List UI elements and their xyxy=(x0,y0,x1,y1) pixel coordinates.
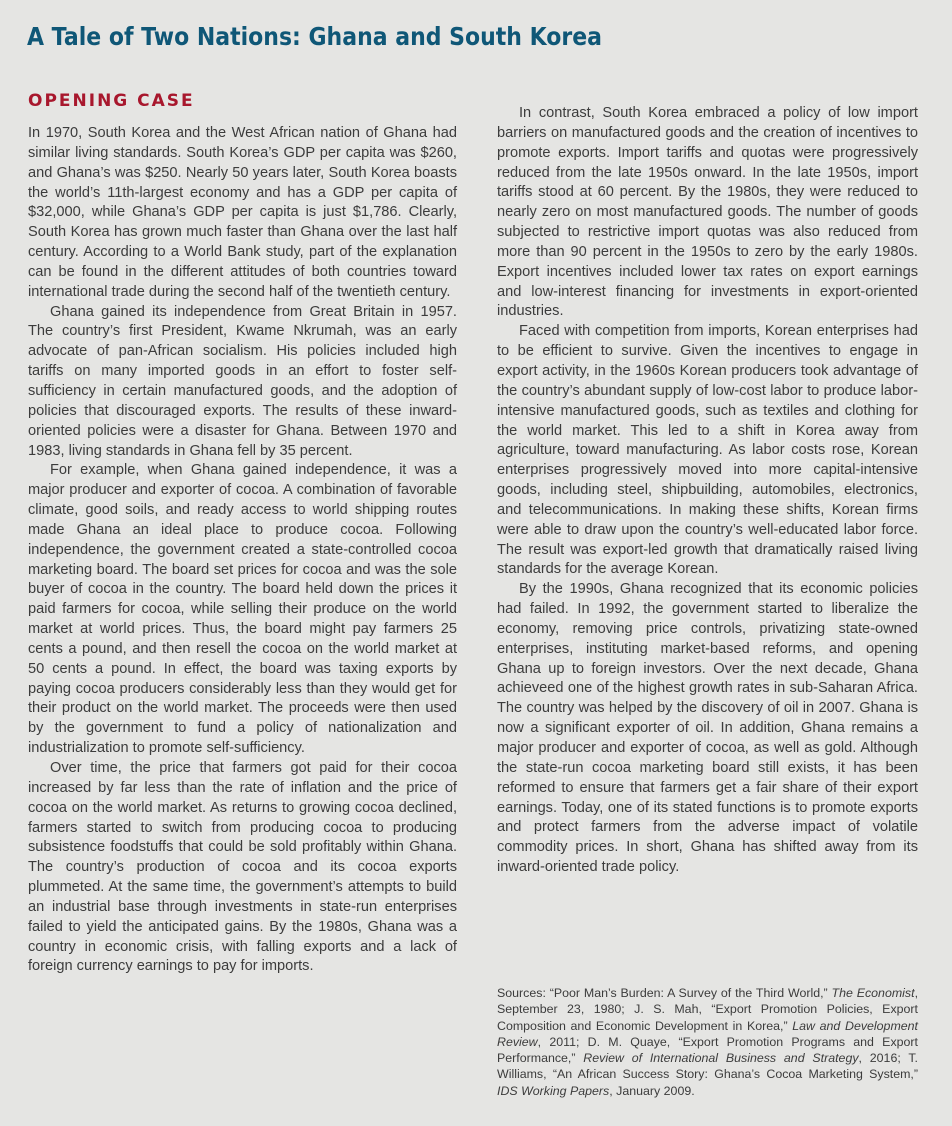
paragraph-korea-growth: Faced with competition from imports, Korean enterprises had to be efficient to survive. Given the incentives to engage in export activity, in the 1960s Korean producers took advantage of the country’s abundant supply of low-cost labor to produce labor-intensive manufactured goods, such as textiles and clothing for the world market. This led to a shift in Korea away from agriculture, toward manufacturing. As labor costs rose, Korean enterprises progressively moved into more capital-intensive goods, including steel, shipbuilding, automobiles, electronics, and telecommunications. In making these shifts, Korean firms were able to draw upon the country’s well-educated labor force. The result was export-led growth that dramatically raised living standards for the average Korean. xyxy=(497,323,918,578)
paragraph-ghana-independence: Ghana gained its independence from Great Britain in 1957. The country’s first President, Kwame Nkrumah, was an early advocate of pan-African socialism. His policies included high tariffs on many imported goods in an effort to foster self-sufficiency in certain manufactured goods, and the adoption of policies that discouraged exports. The results of these inward-oriented policies were a disaster for Ghana. Between 1970 and 1983, living standards in Ghana fell by 35 percent. xyxy=(28,303,457,459)
source-publication: Review of International Business and Strategy xyxy=(583,1051,859,1066)
section-label: OPENING CASE xyxy=(28,91,195,111)
source-text: , January 2009. xyxy=(609,1083,695,1098)
paragraph-cocoa-decline: Over time, the price that farmers got paid for their cocoa increased by far less than the rate of inflation and the price of cocoa on the world market. As returns to growing cocoa declined, farmers started to switch from producing cocoa to producing subsistence foodstuffs that could be sold profitably within Ghana. The country’s production of cocoa and its cocoa exports plummeted. At the same time, the government’s attempts to build an industrial base through investments in state-run enterprises failed to yield the anticipated gains. By the 1980s, Ghana was a country in economic crisis, with falling exports and a lack of foreign currency earnings to pay for imports. xyxy=(28,760,457,975)
right-column xyxy=(497,104,918,878)
paragraph-cocoa-board: For example, when Ghana gained independence, it was a major producer and exporter of cocoa. A combination of favorable climate, good soils, and ready access to world shipping routes made Ghana an ideal place to produce cocoa. Following independence, the government created a state-controlled cocoa marketing board. The board set prices for cocoa and was the sole buyer of cocoa in the country. The board held down the prices it paid farmers for cocoa, while selling their produce on the world market at world prices. Thus, the board might pay farmers 25 cents a pound, and then resell the cocoa on the world market at 50 cents a pound. In effect, the board was taxing exports by paying cocoa producers considerably less than they would get for their product on the world market. The proceeds were then used by the government to fund a policy of nationalization and industrialization to promote self-sufficiency. xyxy=(28,462,457,757)
source-text: , September 23, 1980; J. S. Mah, “Export Promotion Policies, Export Composition and Economic Development in Korea,” xyxy=(497,986,919,1033)
source-publication: IDS Working Papers xyxy=(497,1083,610,1098)
sources-note xyxy=(497,985,918,1099)
paragraph-korea-policy: In contrast, South Korea embraced a policy of low import barriers on manufactured goods and the creation of incentives to promote exports. Import tariffs and quotas were progressively reduced from the late 1950s onward. In the late 1950s, import tariffs stood at 60 percent. By the 1980s, they were reduced to nearly zero on most manufactured goods. The number of goods subjected to restrictive import quotas was also reduced from more than 90 percent in the 1950s to zero by the early 1980s. Export incentives included lower tax rates on export earnings and low-interest financing for investments in export-oriented industries. xyxy=(497,105,918,320)
source-text: , 2016; T. Williams, “An African Success Story: Ghana’s Cocoa Marketing System,” xyxy=(497,1051,918,1082)
left-column xyxy=(28,124,457,977)
source-text: , 2011; D. M. Quaye, “Export Promotion Programs and Export Performance,” xyxy=(497,1034,918,1066)
source-publication: Law and Development Review xyxy=(497,1018,918,1049)
source-publication: The Economist xyxy=(831,986,915,1000)
paragraph-ghana-reform: By the 1990s, Ghana recognized that its economic policies had failed. In 1992, the government started to liberalize the economy, removing price controls, privatizing state-owned enterprises, instituting market-based reforms, and opening Ghana up to foreign investors. Over the next decade, Ghana achieveed one of the highest growth rates in sub-Saharan Africa. The country was helped by the discovery of oil in 2007. Ghana is now a significant exporter of oil. In addition, Ghana remains a major producer and exporter of cocoa, as well as gold. Although the state-run cocoa marketing board still exists, it has been reformed to ensure that farmers get a fair share of their export earnings. Today, one of its stated functions is to promote exports and protect farmers from the adverse impact of volatile commodity prices. In short, Ghana has shifted away from its inward-oriented trade policy. xyxy=(497,581,918,876)
source-text: Sources: “Poor Man’s Burden: A Survey of the Third World,” xyxy=(497,986,832,1000)
page-title: A Tale of Two Nations: Ghana and South Korea xyxy=(27,22,602,51)
paragraph-intro: In 1970, South Korea and the West African nation of Ghana had similar living standards. South Korea’s GDP per capita was $260, and Ghana’s was $250. Nearly 50 years later, South Korea boasts the world’s 11th-largest economy and has a GDP per capita of $32,000, while Ghana’s GDP per capita is just $1,786. Clearly, South Korea has grown much faster than Ghana over the last half century. According to a World Bank study, part of the explanation can be found in the different attitudes of both countries toward international trade during the second half of the twentieth century. xyxy=(28,125,457,300)
